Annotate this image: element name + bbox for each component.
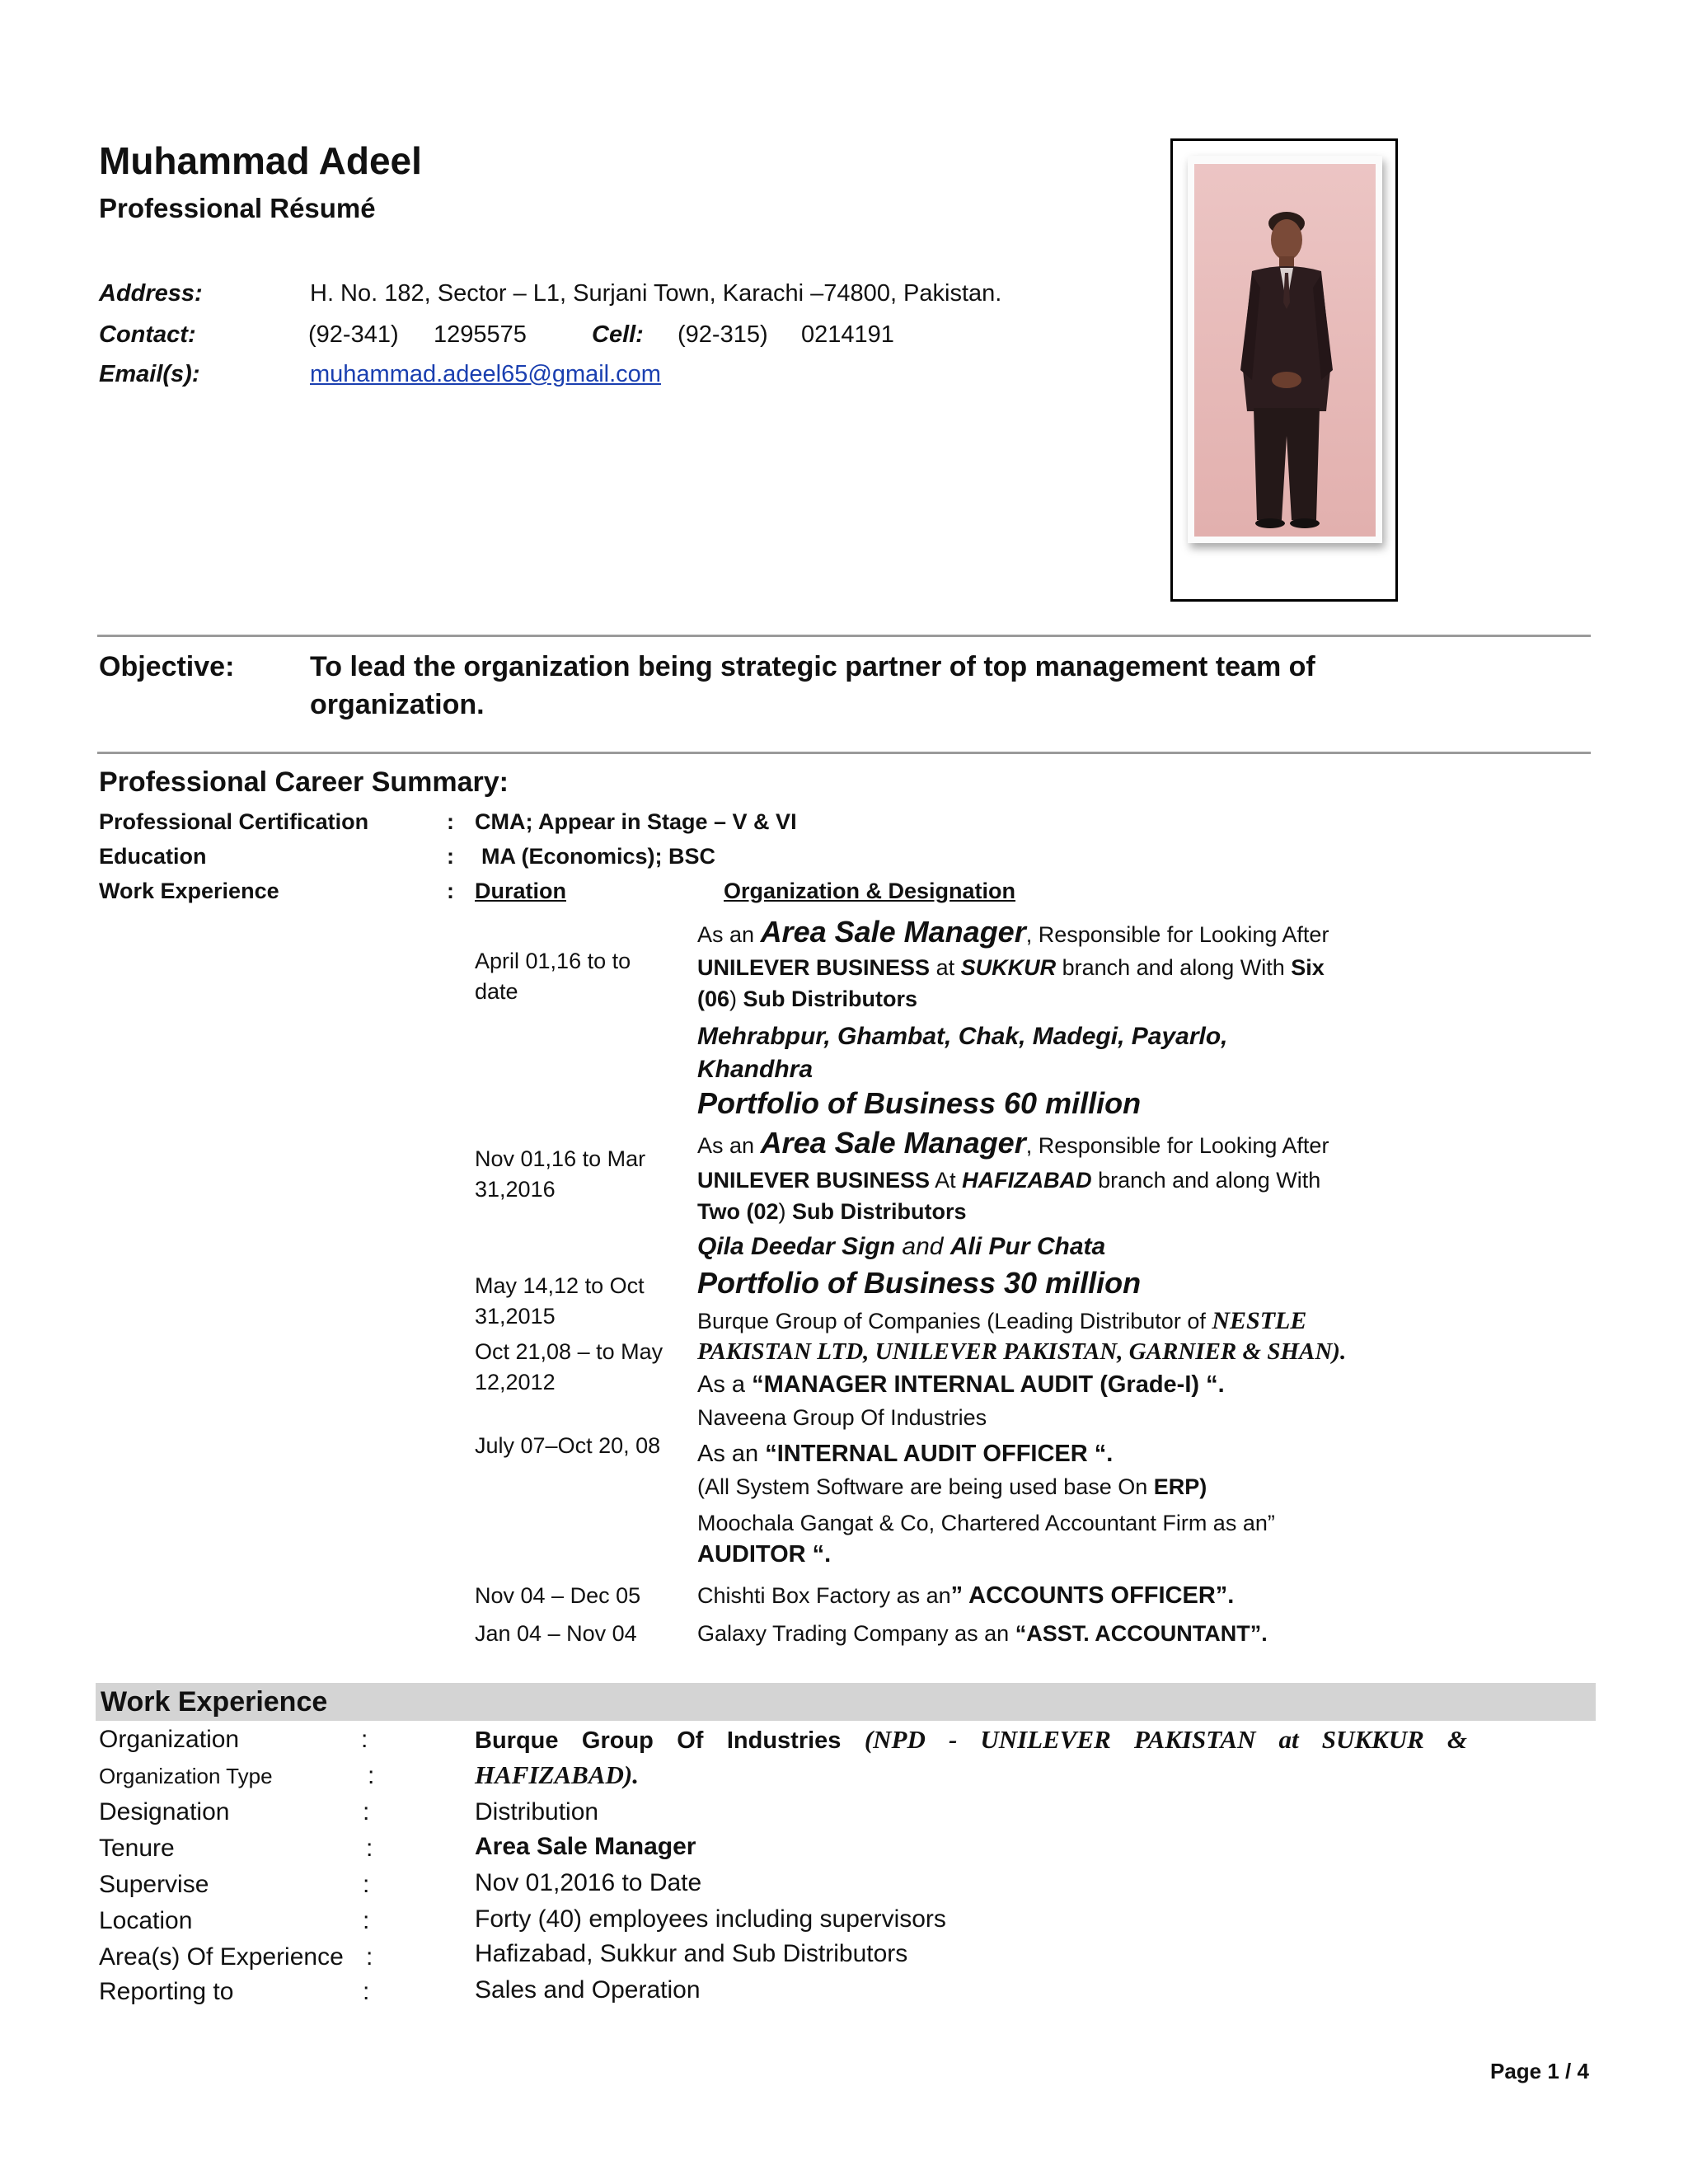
entry-1-company: UNILEVER BUSINESS [697, 955, 931, 980]
entry-4-erp: ERP) [1153, 1474, 1207, 1499]
entry-6-role: ” ACCOUNTS OFFICER”. [950, 1582, 1235, 1609]
entry-1-city: SUKKUR [960, 955, 1057, 980]
wx-value-designation: Distribution [475, 1798, 599, 1825]
duration-1: April 01,16 to to date [475, 949, 631, 1004]
entry-2-close: ) [778, 1199, 786, 1224]
entry-2-as: As an [697, 1133, 755, 1158]
entry-5-role: AUDITOR “. [697, 1541, 832, 1568]
wx-label-location: Location [99, 1907, 193, 1934]
entry-2-portfolio: Portfolio of Business 30 million [697, 1266, 1142, 1300]
entry-1-line-3 [697, 984, 917, 1015]
entry-1-six: Six [1291, 955, 1325, 980]
entry-2-line-3 [697, 1197, 967, 1227]
entry-1-role: Area Sale Manager [760, 915, 1026, 949]
entry-1-as: As an [697, 922, 755, 947]
address-value: H. No. 182, Sector – L1, Surjani Town, Karachi –74800, Pakistan. [310, 280, 1002, 307]
wx-org-italic: (NPD - UNILEVER PAKISTAN at SUKKUR & HAFIZABAD). [475, 1725, 1467, 1789]
profile-photo-card [1188, 156, 1382, 543]
entry-3-role: “MANAGER INTERNAL AUDIT (Grade-I) “. [752, 1371, 1225, 1398]
entry-4-line-2 [697, 1439, 1113, 1469]
entry-1-sub: Sub Distributors [737, 987, 918, 1011]
duration-7: Jan 04 – Nov 04 [475, 1621, 637, 1646]
entry-2-role: Area Sale Manager [760, 1126, 1026, 1160]
entry-2-branch: branch and along With [1091, 1168, 1321, 1193]
entry-5-company: Moochala Gangat & Co, Chartered Accountant Firm as an” [697, 1511, 1275, 1535]
objective-text: To lead the organization being strategic partner of top management team of organization. [310, 651, 1315, 720]
entry-2-line-1 [697, 1127, 1329, 1161]
contact-label: Contact: [99, 321, 196, 348]
wx-org-bold: Burque Group Of Industries [475, 1727, 842, 1754]
entry-6-company: Chishti Box Factory as an [697, 1583, 951, 1608]
entry-2-city: HAFIZABAD [962, 1168, 1092, 1193]
career-summary-title: Professional Career Summary: [99, 766, 509, 798]
entry-1-portfolio: Portfolio of Business 60 million [697, 1086, 1142, 1120]
entry-1-branch: branch and along With [1056, 955, 1292, 980]
duration-header: Duration [475, 879, 566, 903]
entry-1-resp: , Responsible for Looking After [1025, 922, 1329, 947]
colon: : [363, 1871, 370, 1898]
entry-2-place-2: Ali Pur Chata [950, 1233, 1106, 1260]
colon: : [366, 1943, 373, 1971]
duration-4: Oct 21,08 – to May 12,2012 [475, 1339, 663, 1394]
work-experience-label: Work Experience [99, 879, 279, 903]
wx-value-areas: Hafizabad, Sukkur and Sub Distributors [475, 1940, 908, 1967]
entry-3-company: Burque Group of Companies (Leading Distributor of [697, 1309, 1212, 1333]
work-experience-title: Work Experience [101, 1686, 328, 1718]
colon: : [447, 809, 454, 834]
entry-1-places: Mehrabpur, Ghambat, Chak, Madegi, Payarlo, Khandhra [697, 1023, 1228, 1083]
wx-label-tenure: Tenure [99, 1835, 175, 1862]
phone-code: (92-341) [308, 321, 399, 348]
wx-value-tenure: Area Sale Manager [475, 1833, 696, 1860]
candidate-name: Muhammad Adeel [99, 139, 422, 182]
education-value: MA (Economics); BSC [481, 844, 716, 869]
entry-1-count-close: ) [729, 987, 738, 1011]
profile-photo-frame [1170, 138, 1398, 602]
wx-label-organization-type: Organization Type [99, 1764, 273, 1788]
profile-photo [1194, 164, 1376, 537]
wx-value-reporting: Sales and Operation [475, 1976, 701, 2004]
entry-3-brands-1: NESTLE [1212, 1307, 1307, 1334]
wx-label-areas: Area(s) Of Experience [99, 1943, 344, 1971]
wx-value-location: Forty (40) employees including supervisors [475, 1905, 946, 1933]
colon: : [363, 1978, 370, 2005]
organization-header: Organization & Designation [724, 879, 1016, 903]
entry-2-and: and [895, 1233, 950, 1260]
wx-label-designation: Designation [99, 1798, 230, 1825]
address-label: Address: [99, 280, 203, 307]
entry-2-sub: Sub Distributors [785, 1199, 967, 1224]
entry-2-resp: , Responsible for Looking After [1025, 1133, 1329, 1158]
entry-2-place-1: Qila Deedar Sign [697, 1233, 896, 1260]
entry-2-company: UNILEVER BUSINESS [697, 1168, 931, 1193]
email-label: Email(s): [99, 361, 200, 387]
entry-2-line-2 [697, 1165, 1320, 1196]
wx-value-supervise: Nov 01,2016 to Date [475, 1869, 702, 1896]
cell-label: Cell: [592, 321, 644, 348]
entry-1-line-1 [697, 916, 1329, 950]
duration-6: Nov 04 – Dec 05 [475, 1583, 641, 1608]
entry-3-line-1 [697, 1305, 1306, 1337]
entry-1-count: (06 [697, 987, 730, 1011]
colon: : [366, 1835, 373, 1862]
entry-7-role: “ASST. ACCOUNTANT”. [1015, 1621, 1268, 1646]
entry-3-line-3 [697, 1370, 1225, 1400]
wx-label-reporting: Reporting to [99, 1978, 234, 2005]
entry-2-places [697, 1231, 1105, 1262]
entry-4-line-3 [697, 1472, 1207, 1502]
entry-7-company: Galaxy Trading Company as an [697, 1621, 1015, 1646]
cell-code: (92-315) [678, 321, 768, 348]
entry-4-note: (All System Software are being used base On [697, 1474, 1154, 1499]
entry-4-company: Naveena Group Of Industries [697, 1405, 987, 1430]
entry-4-role: “INTERNAL AUDIT OFFICER “. [765, 1441, 1114, 1467]
duration-2: Nov 01,16 to Mar 31,2016 [475, 1146, 646, 1202]
education-label: Education [99, 844, 207, 869]
colon: : [363, 1798, 370, 1825]
entry-2-at: At [930, 1168, 963, 1193]
page-number: Page 1 / 4 [1490, 2059, 1589, 2083]
certification-value: CMA; Appear in Stage – V & VI [475, 809, 797, 834]
colon: : [361, 1726, 368, 1753]
colon: : [447, 879, 454, 903]
entry-3-as: As a [697, 1371, 753, 1398]
wx-label-organization: Organization [99, 1726, 240, 1753]
entry-1-line-2 [697, 953, 1325, 983]
duration-3: May 14,12 to Oct 31,2015 [475, 1273, 645, 1329]
entry-2-two: Two (02 [697, 1199, 779, 1224]
wx-value-organization [475, 1722, 1467, 1793]
entry-1-at: at [930, 955, 961, 980]
divider-objective [97, 752, 1591, 754]
resume-subtitle: Professional Résumé [99, 193, 376, 223]
phone-number: 1295575 [434, 321, 527, 348]
colon: : [447, 844, 454, 869]
entry-4-as: As an [697, 1441, 766, 1467]
entry-6 [697, 1581, 1234, 1611]
entry-3-brands-2: PAKISTAN LTD, UNILEVER PAKISTAN, GARNIER & SHAN). [697, 1338, 1347, 1365]
colon: : [363, 1907, 370, 1934]
wx-label-supervise: Supervise [99, 1871, 209, 1898]
divider-top [97, 635, 1591, 637]
entry-7 [697, 1619, 1268, 1649]
duration-5: July 07–Oct 20, 08 [475, 1433, 661, 1458]
email-link[interactable]: muhammad.adeel65@gmail.com [310, 361, 661, 387]
objective-label: Objective: [99, 651, 235, 682]
cell-number: 0214191 [801, 321, 894, 348]
colon: : [368, 1762, 375, 1789]
certification-label: Professional Certification [99, 809, 369, 834]
